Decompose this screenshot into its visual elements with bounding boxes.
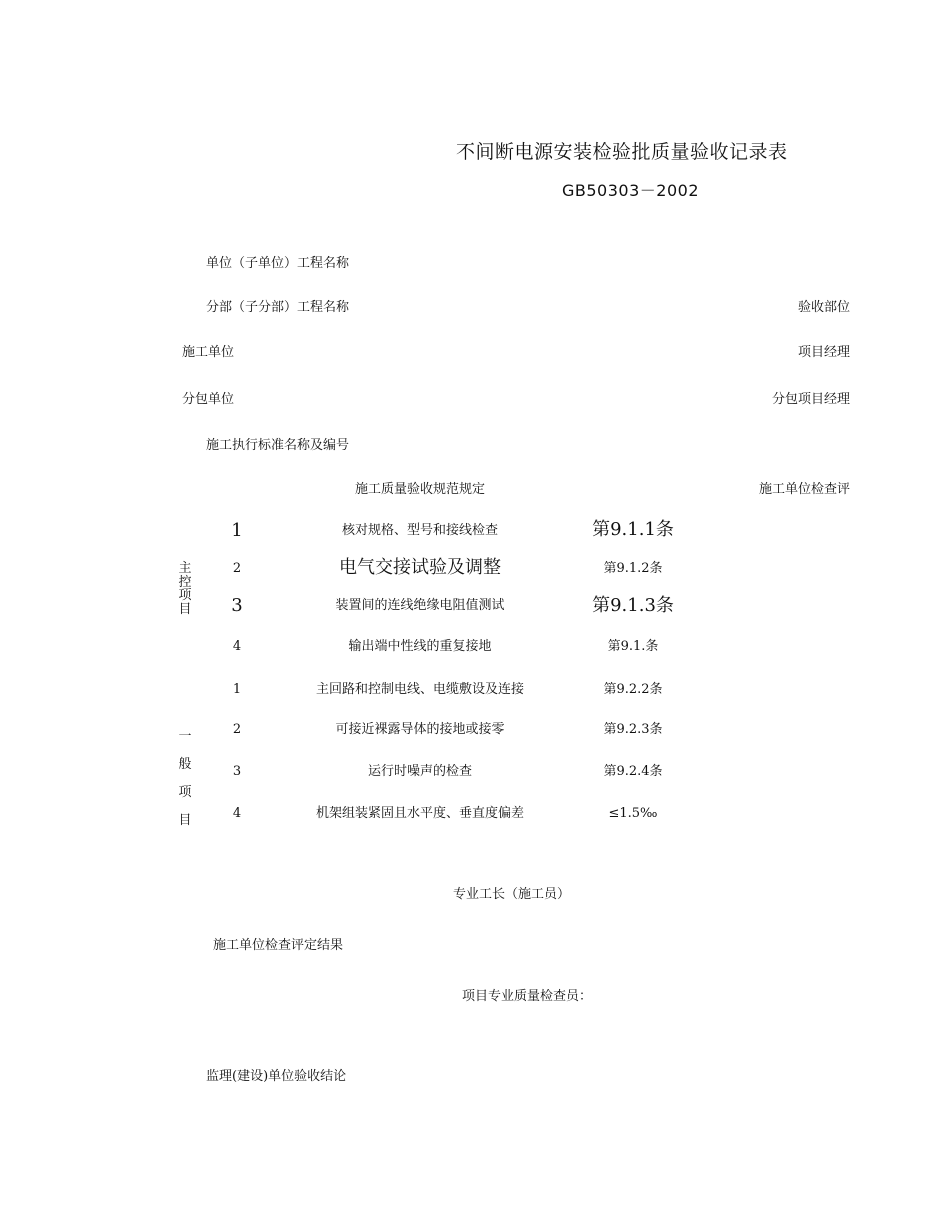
general-item-description: 机架组装紧固且水平度、垂直度偏差 [315, 806, 524, 821]
main-item-description: 装置间的连线绝缘电阻值测试 [335, 598, 505, 613]
main-item-number: 2 [232, 561, 242, 576]
standard-code: GB50303－2002 [562, 181, 699, 200]
main-items-group-label: 主控项目 [178, 561, 192, 617]
main-item-number: 4 [232, 639, 242, 654]
check-result-label: 施工单位检查评定结果 [213, 938, 344, 953]
main-item-number: 1 [231, 520, 243, 541]
main-item-clause: 第9.1.1条 [592, 519, 674, 540]
general-item-number: 1 [232, 682, 242, 697]
subcontract-manager-label: 分包项目经理 [771, 392, 850, 407]
general-item-clause: ≤1.5‰ [608, 806, 658, 821]
main-item-clause: 第9.1.条 [607, 639, 659, 654]
acceptance-part-label: 验收部位 [797, 300, 850, 315]
subcontract-unit-label: 分包单位 [182, 392, 235, 407]
general-item-number: 2 [232, 722, 242, 737]
supervision-conclusion-label: 监理(建设)单位验收结论 [206, 1069, 347, 1084]
general-item-number: 4 [232, 806, 242, 821]
general-item-description: 运行时噪声的检查 [367, 764, 472, 779]
construction-unit-label: 施工单位 [182, 345, 235, 360]
sub-project-label: 分部（子分部）工程名称 [206, 300, 350, 315]
quality-inspector-label: 项目专业质量检查员： [462, 989, 593, 1004]
general-item-clause: 第9.2.3条 [603, 722, 663, 737]
unit-project-label: 单位（子单位）工程名称 [206, 256, 350, 271]
page-title: 不间断电源安装检验批质量验收记录表 [456, 141, 788, 163]
standard-name-label: 施工执行标准名称及编号 [206, 438, 350, 453]
main-item-clause: 第9.1.2条 [603, 561, 663, 576]
foreman-label: 专业工长（施工员） [453, 887, 571, 902]
general-item-number: 3 [232, 764, 242, 779]
project-manager-label: 项目经理 [797, 345, 850, 360]
main-item-description: 电气交接试验及调整 [339, 557, 501, 578]
general-item-description: 可接近裸露导体的接地或接零 [335, 722, 505, 737]
general-items-group-label: 一般项目 [178, 729, 192, 828]
main-item-description: 核对规格、型号和接线检查 [341, 523, 498, 538]
main-item-clause: 第9.1.3条 [592, 595, 674, 616]
check-column-header: 施工单位检查评 [758, 482, 850, 497]
spec-column-header: 施工质量验收规范规定 [355, 482, 486, 497]
general-item-description: 主回路和控制电线、电缆敷设及连接 [315, 682, 524, 697]
general-item-clause: 第9.2.2条 [603, 682, 663, 697]
main-item-number: 3 [231, 595, 243, 616]
general-item-clause: 第9.2.4条 [603, 764, 663, 779]
main-item-description: 输出端中性线的重复接地 [348, 639, 492, 654]
